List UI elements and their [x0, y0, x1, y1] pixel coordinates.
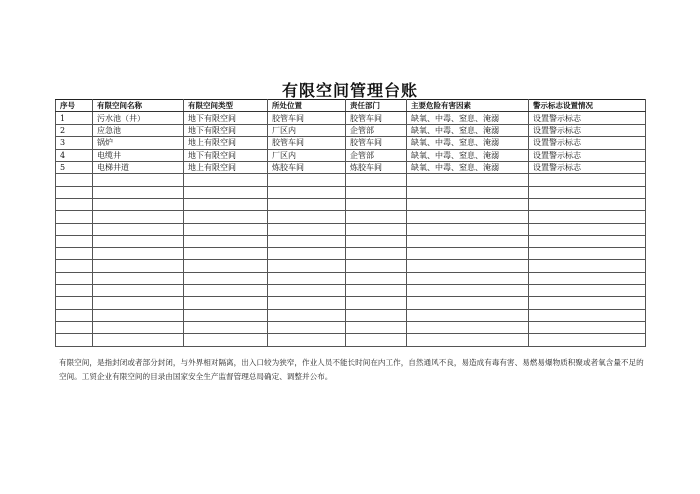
- empty-cell: [346, 309, 407, 321]
- empty-cell: [529, 334, 646, 346]
- empty-cell: [407, 260, 529, 272]
- empty-cell: [407, 235, 529, 247]
- empty-cell: [93, 334, 184, 346]
- empty-cell: [268, 321, 346, 333]
- empty-cell: [93, 309, 184, 321]
- empty-cell: [346, 186, 407, 198]
- cell-index: 3: [56, 137, 93, 149]
- cell-location: 胶管车间: [268, 137, 346, 149]
- empty-cell: [56, 321, 93, 333]
- cell-department: 企管部: [346, 124, 407, 136]
- empty-cell: [56, 223, 93, 235]
- cell-hazards: 缺氧、中毒、窒息、淹溺: [407, 137, 529, 149]
- col-header-index: 序号: [56, 100, 93, 112]
- empty-cell: [346, 174, 407, 186]
- cell-space-type: 地下有限空间: [184, 112, 268, 124]
- empty-cell: [268, 223, 346, 235]
- cell-space-type: 地上有限空间: [184, 137, 268, 149]
- empty-cell: [529, 285, 646, 297]
- empty-cell: [184, 272, 268, 284]
- cell-hazards: 缺氧、中毒、窒息、淹溺: [407, 124, 529, 136]
- empty-cell: [407, 297, 529, 309]
- empty-table-row: [56, 248, 646, 260]
- empty-cell: [529, 198, 646, 210]
- empty-table-row: [56, 272, 646, 284]
- empty-cell: [346, 285, 407, 297]
- empty-table-row: [56, 223, 646, 235]
- col-header-warning-signs: 警示标志设置情况: [529, 100, 646, 112]
- empty-cell: [184, 198, 268, 210]
- cell-index: 5: [56, 161, 93, 173]
- empty-cell: [184, 321, 268, 333]
- empty-table-row: [56, 260, 646, 272]
- empty-cell: [268, 174, 346, 186]
- empty-cell: [93, 248, 184, 260]
- empty-cell: [268, 285, 346, 297]
- table-row: [56, 112, 646, 124]
- cell-space-name: 应急池: [93, 124, 184, 136]
- empty-cell: [268, 272, 346, 284]
- empty-cell: [407, 309, 529, 321]
- empty-cell: [346, 272, 407, 284]
- empty-cell: [407, 334, 529, 346]
- empty-cell: [407, 174, 529, 186]
- empty-cell: [184, 223, 268, 235]
- page-title: 有限空间管理台账: [281, 81, 418, 100]
- empty-cell: [268, 211, 346, 223]
- empty-cell: [93, 198, 184, 210]
- cell-space-name: 污水池（井）: [93, 112, 184, 124]
- empty-cell: [93, 174, 184, 186]
- empty-cell: [93, 321, 184, 333]
- empty-cell: [529, 260, 646, 272]
- empty-table-row: [56, 285, 646, 297]
- table-row: [56, 149, 646, 161]
- cell-location: 厂区内: [268, 149, 346, 161]
- cell-warning-signs: 设置警示标志: [529, 161, 646, 173]
- empty-cell: [56, 260, 93, 272]
- col-header-space-type: 有限空间类型: [184, 100, 268, 112]
- cell-warning-signs: 设置警示标志: [529, 137, 646, 149]
- empty-table-row: [56, 198, 646, 210]
- empty-cell: [56, 248, 93, 260]
- empty-table-row: [56, 174, 646, 186]
- empty-cell: [346, 260, 407, 272]
- empty-cell: [346, 198, 407, 210]
- table-row: [56, 137, 646, 149]
- table-row: [56, 161, 646, 173]
- empty-cell: [93, 186, 184, 198]
- empty-cell: [529, 235, 646, 247]
- empty-cell: [407, 285, 529, 297]
- empty-cell: [346, 297, 407, 309]
- empty-cell: [529, 211, 646, 223]
- empty-cell: [529, 186, 646, 198]
- col-header-location: 所处位置: [268, 100, 346, 112]
- empty-cell: [56, 235, 93, 247]
- table-body: [56, 112, 646, 346]
- cell-index: 2: [56, 124, 93, 136]
- empty-cell: [93, 297, 184, 309]
- empty-cell: [407, 223, 529, 235]
- cell-department: 企管部: [346, 149, 407, 161]
- col-header-department: 责任部门: [346, 100, 407, 112]
- empty-cell: [268, 186, 346, 198]
- empty-cell: [346, 321, 407, 333]
- empty-table-row: [56, 297, 646, 309]
- empty-table-row: [56, 309, 646, 321]
- empty-table-row: [56, 235, 646, 247]
- empty-cell: [93, 235, 184, 247]
- empty-cell: [56, 309, 93, 321]
- empty-cell: [184, 309, 268, 321]
- empty-cell: [268, 297, 346, 309]
- empty-cell: [346, 235, 407, 247]
- empty-cell: [56, 334, 93, 346]
- empty-cell: [93, 285, 184, 297]
- empty-cell: [529, 223, 646, 235]
- empty-cell: [93, 211, 184, 223]
- col-header-space-name: 有限空间名称: [93, 100, 184, 112]
- empty-cell: [184, 248, 268, 260]
- cell-space-name: 锅炉: [93, 137, 184, 149]
- cell-location: 厂区内: [268, 124, 346, 136]
- empty-cell: [407, 321, 529, 333]
- empty-cell: [268, 198, 346, 210]
- cell-location: 胶管车间: [268, 112, 346, 124]
- empty-cell: [56, 285, 93, 297]
- cell-index: 4: [56, 149, 93, 161]
- cell-space-type: 地上有限空间: [184, 161, 268, 173]
- empty-cell: [56, 186, 93, 198]
- cell-warning-signs: 设置警示标志: [529, 149, 646, 161]
- empty-cell: [529, 297, 646, 309]
- empty-cell: [407, 198, 529, 210]
- empty-cell: [184, 235, 268, 247]
- empty-table-row: [56, 321, 646, 333]
- cell-space-name: 电梯井道: [93, 161, 184, 173]
- cell-space-name: 电缆井: [93, 149, 184, 161]
- empty-cell: [407, 186, 529, 198]
- table-header-row: [56, 100, 646, 112]
- cell-index: 1: [56, 112, 93, 124]
- empty-cell: [346, 334, 407, 346]
- cell-department: 炼胶车间: [346, 161, 407, 173]
- empty-cell: [93, 272, 184, 284]
- col-header-hazards: 主要危险有害因素: [407, 100, 529, 112]
- empty-cell: [184, 285, 268, 297]
- empty-cell: [346, 248, 407, 260]
- definition-note: 有限空间，是指封闭或者部分封闭，与外界相对隔离，出入口较为狭窄，作业人员不能长时间在内工作，自然通风不良，易造成有毒有害、易燃易爆物质积聚或者氧含量不足的空间。工贸企业有限空间的目录由国家安全生产监督管理总局确定、调整并公布。: [59, 358, 644, 381]
- empty-cell: [268, 260, 346, 272]
- empty-cell: [407, 248, 529, 260]
- cell-location: 炼胶车间: [268, 161, 346, 173]
- cell-hazards: 缺氧、中毒、窒息、淹溺: [407, 161, 529, 173]
- cell-hazards: 缺氧、中毒、窒息、淹溺: [407, 112, 529, 124]
- empty-cell: [56, 198, 93, 210]
- empty-cell: [529, 248, 646, 260]
- cell-space-type: 地下有限空间: [184, 124, 268, 136]
- empty-cell: [529, 272, 646, 284]
- empty-cell: [529, 321, 646, 333]
- empty-table-row: [56, 211, 646, 223]
- cell-space-type: 地下有限空间: [184, 149, 268, 161]
- empty-cell: [184, 174, 268, 186]
- empty-cell: [184, 260, 268, 272]
- empty-cell: [268, 309, 346, 321]
- empty-cell: [184, 297, 268, 309]
- empty-cell: [184, 334, 268, 346]
- empty-cell: [407, 211, 529, 223]
- empty-cell: [56, 211, 93, 223]
- cell-hazards: 缺氧、中毒、窒息、淹溺: [407, 149, 529, 161]
- empty-cell: [407, 272, 529, 284]
- cell-department: 胶管车间: [346, 112, 407, 124]
- empty-cell: [529, 309, 646, 321]
- cell-department: 胶管车间: [346, 137, 407, 149]
- empty-table-row: [56, 186, 646, 198]
- empty-cell: [184, 211, 268, 223]
- empty-table-row: [56, 334, 646, 346]
- confined-space-ledger-table: [55, 99, 646, 347]
- cell-warning-signs: 设置警示标志: [529, 112, 646, 124]
- empty-cell: [93, 260, 184, 272]
- empty-cell: [56, 272, 93, 284]
- empty-cell: [346, 211, 407, 223]
- empty-cell: [268, 334, 346, 346]
- empty-cell: [184, 186, 268, 198]
- empty-cell: [268, 248, 346, 260]
- empty-cell: [529, 174, 646, 186]
- empty-cell: [56, 297, 93, 309]
- table-row: [56, 124, 646, 136]
- cell-warning-signs: 设置警示标志: [529, 124, 646, 136]
- empty-cell: [56, 174, 93, 186]
- empty-cell: [346, 223, 407, 235]
- empty-cell: [93, 223, 184, 235]
- empty-cell: [268, 235, 346, 247]
